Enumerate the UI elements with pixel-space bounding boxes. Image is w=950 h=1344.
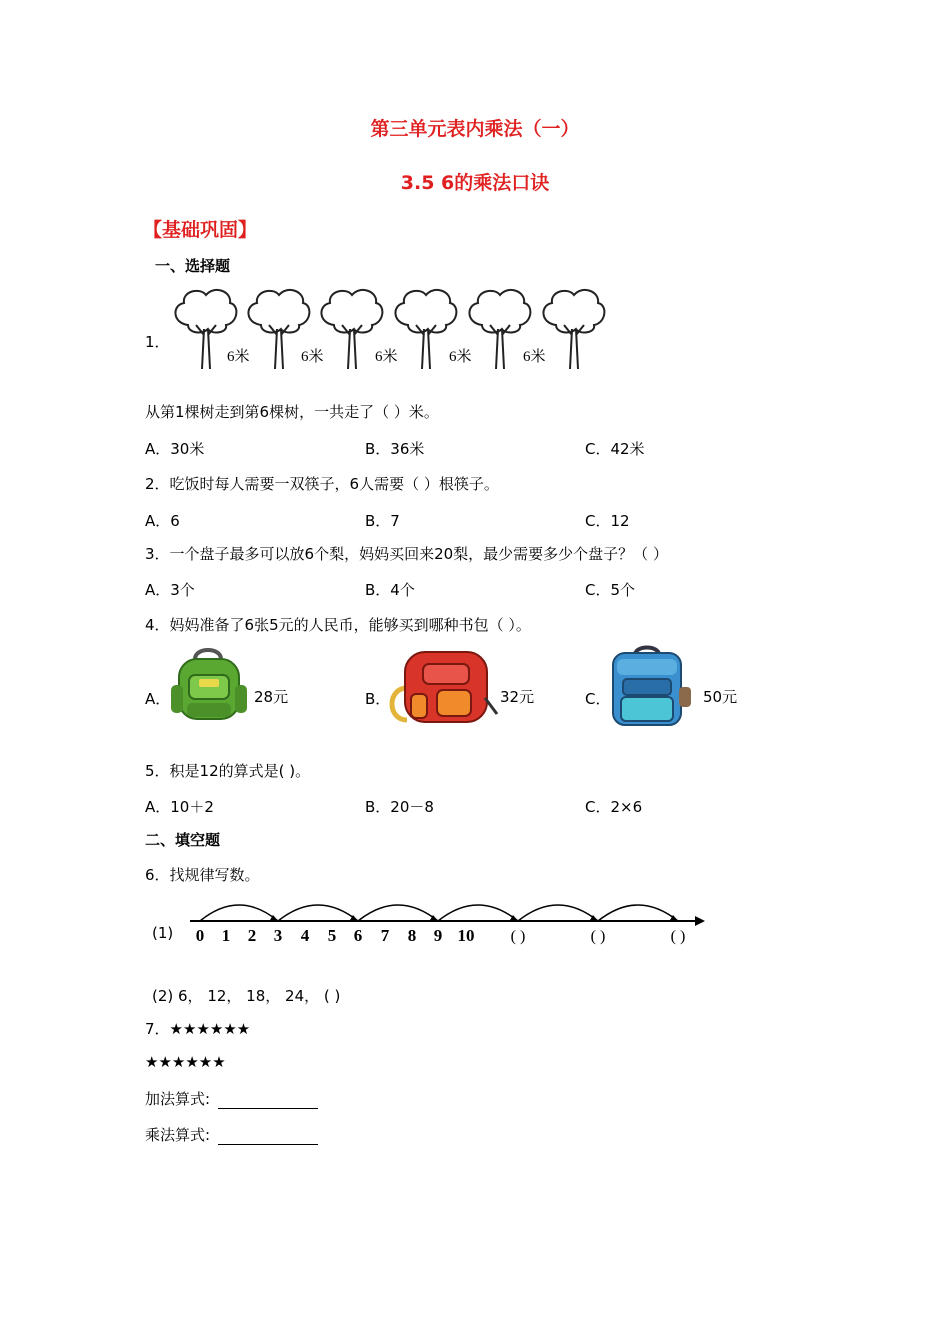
- q7-stars-row2: ★★★★★★: [145, 1053, 226, 1071]
- addition-blank[interactable]: [218, 1094, 318, 1109]
- q2-text: 2．吃饭时每人需要一双筷子，6人需要（ ）根筷子。: [145, 475, 499, 493]
- number-line-tick: 8: [407, 926, 417, 945]
- number-line-tick: 10: [457, 926, 475, 945]
- number-line-tick: 4: [300, 926, 310, 945]
- q4-option-a-label[interactable]: A．: [145, 690, 171, 708]
- multiplication-label: 乘法算式:: [145, 1126, 211, 1144]
- q3-option-b[interactable]: B．4个: [365, 581, 415, 599]
- distance-label: 6米: [523, 349, 546, 365]
- blue-backpack-icon[interactable]: [605, 643, 695, 728]
- addition-answer-row: [145, 1088, 318, 1109]
- number-line: [185, 893, 715, 949]
- q3-option-c[interactable]: C．5个: [585, 581, 636, 599]
- q4-option-b-label[interactable]: B．: [365, 690, 391, 708]
- green-backpack-icon[interactable]: [165, 645, 255, 725]
- tree-icon: [395, 290, 456, 369]
- q4-option-a-price: 28元: [254, 688, 289, 706]
- q4-option-b-price: 32元: [500, 688, 535, 706]
- lesson-subtitle: 3.5 6的乘法口诀: [400, 172, 550, 194]
- q5-option-c[interactable]: C．2×6: [585, 798, 643, 816]
- number-line-tick: 6: [353, 926, 363, 945]
- q6-sub1-label: (1): [152, 924, 174, 942]
- q2-option-a[interactable]: A．6: [145, 512, 180, 530]
- number-line-tick: 9: [433, 926, 443, 945]
- section-label: 【基础巩固】: [143, 219, 258, 241]
- part2-heading: 二、填空题: [145, 831, 221, 849]
- q2-option-b[interactable]: B．7: [365, 512, 400, 530]
- answer-blank[interactable]: ( ): [510, 928, 526, 945]
- q6-text: 6．找规律写数。: [145, 866, 260, 884]
- number-line-tick: 2: [247, 926, 257, 945]
- q5-option-a[interactable]: A．10＋2: [145, 798, 214, 816]
- distance-label: 6米: [227, 349, 250, 365]
- tree-icon: [321, 290, 382, 369]
- number-line-tick: 0: [195, 926, 205, 945]
- red-backpack-icon[interactable]: [385, 648, 500, 726]
- page-title: 第三单元表内乘法（一）: [370, 118, 580, 140]
- number-line-tick: 7: [380, 926, 390, 945]
- part1-heading: 一、选择题: [155, 257, 231, 275]
- q5-option-b[interactable]: B．20－8: [365, 798, 434, 816]
- distance-label: 6米: [449, 349, 472, 365]
- number-line-tick: 5: [327, 926, 337, 945]
- trees-illustration: [165, 285, 615, 375]
- q4-option-c-price: 50元: [703, 688, 738, 706]
- q2-option-c[interactable]: C．12: [585, 512, 630, 530]
- answer-blank[interactable]: ( ): [590, 928, 606, 945]
- multiplication-answer-row: [145, 1124, 318, 1145]
- q1-option-a[interactable]: A．30米: [145, 440, 205, 458]
- q1-number: 1．: [145, 333, 170, 351]
- q1-option-b[interactable]: B．36米: [365, 440, 425, 458]
- q1-option-c[interactable]: C．42米: [585, 440, 645, 458]
- tree-icon: [469, 290, 530, 369]
- q1-text: 从第1棵树走到第6棵树，一共走了（ ）米。: [145, 403, 439, 421]
- distance-label: 6米: [375, 349, 398, 365]
- distance-label: 6米: [301, 349, 324, 365]
- q3-text: 3．一个盘子最多可以放6个梨，妈妈买回来20梨，最少需要多少个盘子？（ ）: [145, 545, 668, 563]
- q6-sub2: (2) 6， 12， 18， 24， ( ): [152, 987, 341, 1005]
- tree-icon: [543, 290, 604, 369]
- q5-text: 5．积是12的算式是( )。: [145, 762, 311, 780]
- q4-option-c-label[interactable]: C．: [585, 690, 611, 708]
- number-line-tick: 1: [221, 926, 231, 945]
- answer-blank[interactable]: ( ): [670, 928, 686, 945]
- q3-option-a[interactable]: A．3个: [145, 581, 195, 599]
- addition-label: 加法算式:: [145, 1090, 211, 1108]
- q4-text: 4．妈妈准备了6张5元的人民币，能够买到哪种书包（ ）。: [145, 616, 531, 634]
- multiplication-blank[interactable]: [218, 1130, 318, 1145]
- number-line-tick: 3: [273, 926, 283, 945]
- q7-stars-row1: 7．★★★★★★: [145, 1020, 251, 1038]
